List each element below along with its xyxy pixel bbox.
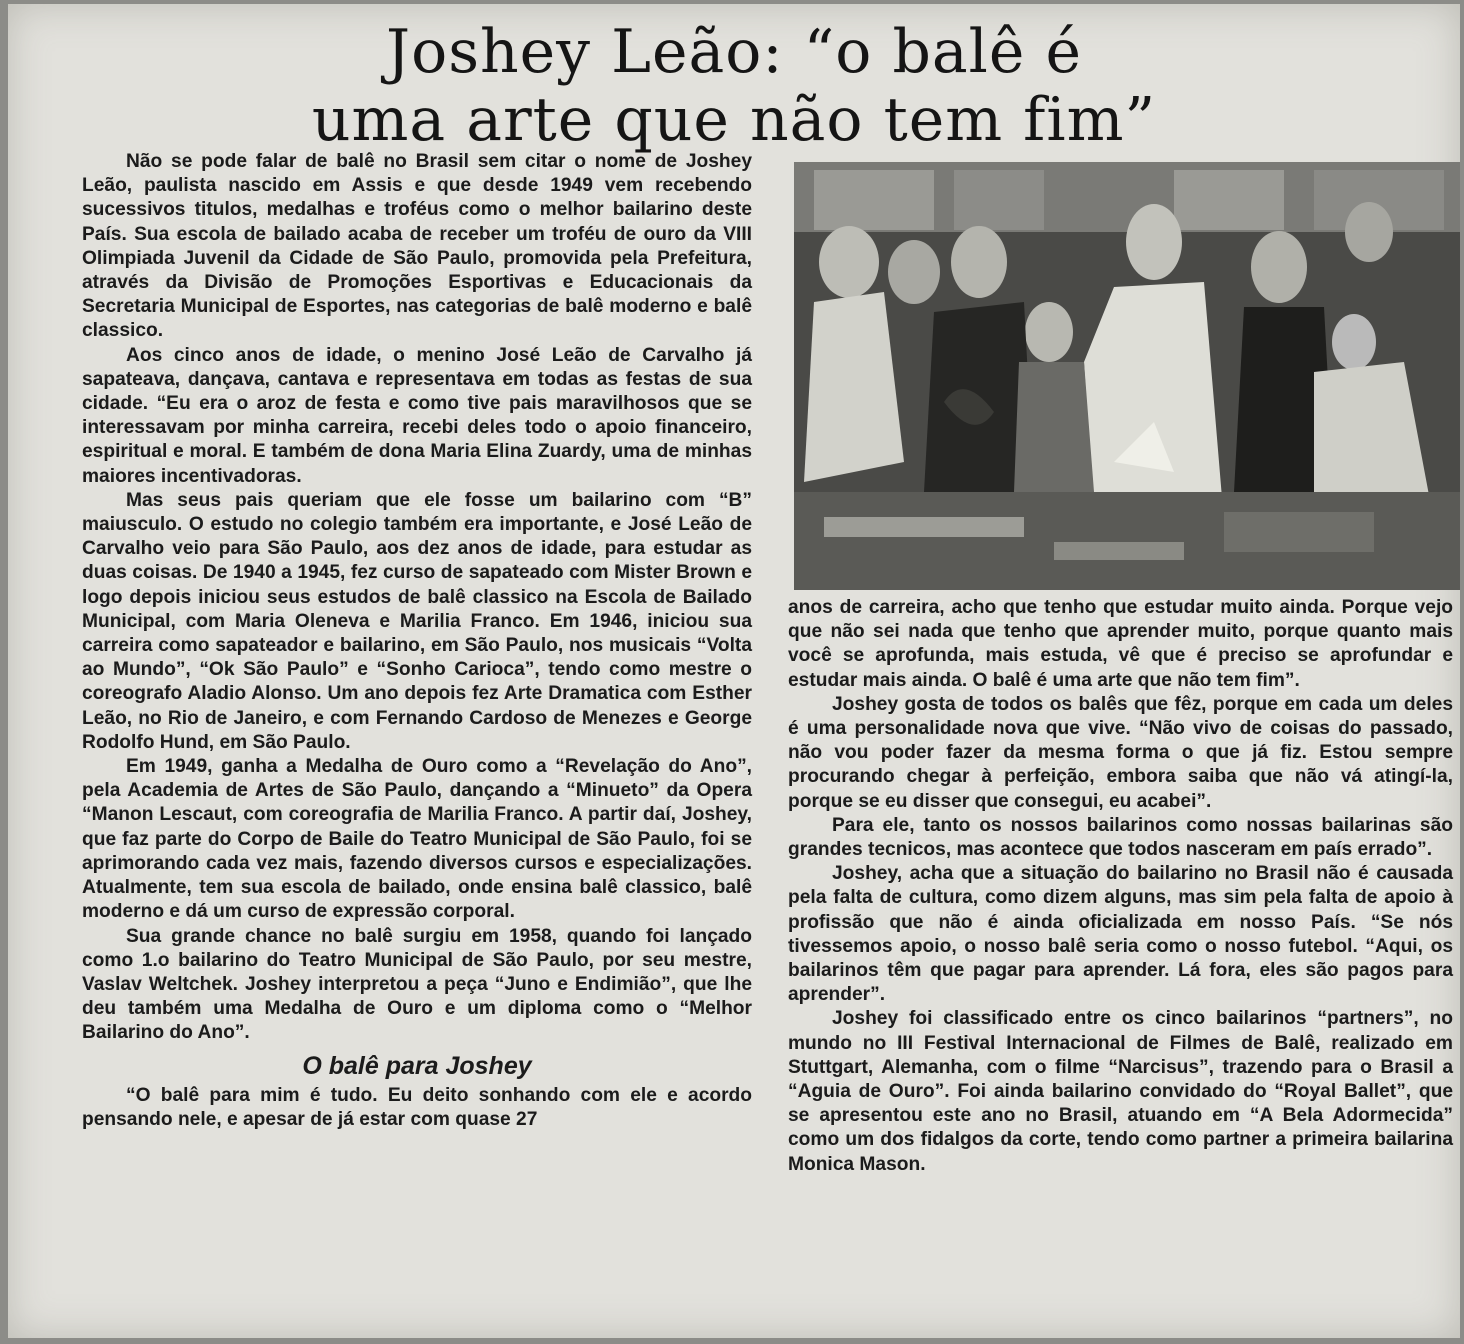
photo-illustration	[794, 162, 1460, 590]
headline-line-2: uma arte que não tem fim”	[311, 85, 1157, 155]
subheading: O balê para Joshey	[302, 1051, 532, 1080]
article-paragraph: Aos cinco anos de idade, o menino José Leão de Carvalho já sapateava, dançava, cantava e representava em todas as festas de sua cidade. “Eu era o aroz de festa e como tive pais maravilhosos que se interessavam por minha carreira, recebi deles todo o apoio financeiro, espiritual e moral. E também de dona Maria Elina Zuardy, uma de minhas maiores incentivadoras.	[82, 344, 752, 487]
left-column	[82, 150, 752, 1132]
article-paragraph: Sua grande chance no balê surgiu em 1958, quando foi lançado como 1.o bailarino do Teatro Municipal de São Paulo, por seu mestre, Vaslav Weltchek. Joshey interpretou a peça “Juno e Endimião”, que lhe deu também uma Medalha de Ouro e um diploma como o “Melhor Bailarino do Ano”.	[82, 925, 752, 1044]
article-paragraph: Não se pode falar de balê no Brasil sem citar o nome de Joshey Leão, paulista nascido em Assis e que desde 1949 vem recebendo sucessivos titulos, medalhas e troféus como o melhor bailarino deste País. Sua escola de bailado acaba de receber um troféu de ouro da VIII Olimpiada Juvenil da Cidade de São Paulo, promovida pela Prefeitura, através da Divisão de Promoções Esportivas e Educacionais da Secretaria Municipal de Esportes, nas categorias de balê moderno e balê classico.	[82, 151, 752, 342]
article-paragraph: Em 1949, ganha a Medalha de Ouro como a “Revelação do Ano”, pela Academia de Artes de São Paulo, dançando a “Minueto” da Opera “Manon Lescaut, com coreografia de Marilia Franco. A partir daí, Joshey, que faz parte do Corpo de Baile do Teatro Municipal de São Paulo, foi se aprimorando cada vez mais, fazendo diversos cursos e especializações. Atualmente, tem sua escola de bailado, onde ensina balê classico, balê moderno e dá um curso de expressão corporal.	[82, 756, 752, 923]
article-paragraph: Joshey, acha que a situação do bailarino no Brasil não é causada pela falta de cultura, como dizem alguns, mas sim pela falta de apoio à profissão que não é ainda oficializada em nosso País. “Se nós tivessemos apoio, o nosso balê seria como o nosso futebol. “Aqui, os bailarinos têm que pagar para aprender. Lá fora, eles são pagos para aprender”.	[788, 863, 1453, 1006]
article-paragraph: Para ele, tanto os nossos bailarinos como nossas bailarinas são grandes tecnicos, mas acontece que todos nasceram em país errado”.	[788, 814, 1453, 861]
article-paragraph-continuation: anos de carreira, acho que tenho que estudar muito ainda. Porque vejo que não sei nada que tenho que aprender muito, porque quanto mais você se aprofunda, mais estuda, vê que é preciso se aprofundar e estudar mais ainda. O balê é uma arte que não tem fim”.	[788, 597, 1453, 691]
news-photo	[794, 162, 1460, 590]
article-paragraph: Mas seus pais queriam que ele fosse um bailarino com “B” maiusculo. O estudo no colegio também era importante, e José Leão de Carvalho veio para São Paulo, aos dez anos de idade, para estudar as duas coisas. De 1940 a 1945, fez curso de sapateado com Mister Brown e logo depois iniciou seus estudos de balê classico na Escola de Bailado Municipal, com Maria Oleneva e Marilia Franco. Em 1946, iniciou sua carreira como sapateador e bailarino, em São Paulo, nos musicais “Volta ao Mundo”, “Ok São Paulo” e “Sonho Carioca”, tendo como mestre o coreografo Aladio Alonso. Um ano depois fez Arte Dramatica com Esther Leão, no Rio de Janeiro, e com Fernando Cardoso de Menezes e George Rodolfo Hund, em São Paulo.	[82, 489, 752, 753]
newspaper-clipping	[8, 4, 1460, 1338]
article-paragraph: Joshey gosta de todos os balês que fêz, porque em cada um deles é uma personalidade nova que vive. “Não vivo de coisas do passado, não vou poder fazer da mesma forma o que já fiz. Estou sempre procurando chegar à perfeição, embora saiba que não vá atingí-la, porque se eu disser que consegui, eu acabei”.	[788, 693, 1453, 812]
article-paragraph: “O balê para mim é tudo. Eu deito sonhando com ele e acordo pensando nele, e apesar de já estar com quase 27	[82, 1084, 752, 1130]
article-paragraph: Joshey foi classificado entre os cinco bailarinos “partners”, no mundo no III Festival Internacional de Filmes de Balê, realizado em Stuttgart, Alemanha, com o filme “Narcisus”, trazendo para o Brasil a “Aguia de Ouro”. Foi ainda bailarino convidado do “Royal Ballet”, que se apresentou este ano no Brasil, atuando em “A Bela Adormecida” como um dos fidalgos da corte, tendo como partner a primeira bailarina Monica Mason.	[788, 1008, 1453, 1175]
headline	[8, 18, 1460, 154]
right-column	[788, 596, 1453, 1177]
headline-line-1: Joshey Leão: “o balê é	[386, 17, 1082, 87]
